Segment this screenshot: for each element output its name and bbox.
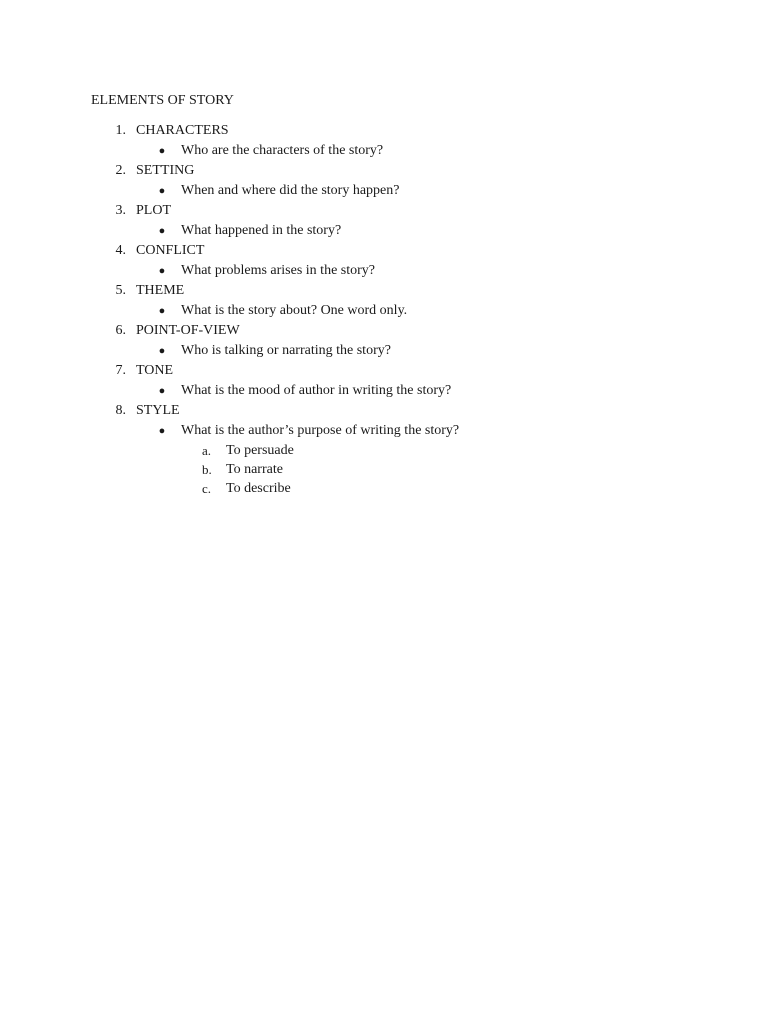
list-item-question-row [0,181,768,201]
option-letter: a. [202,443,212,458]
list-item-number-row [0,241,768,261]
list-item-question-row [0,221,768,241]
list-item-question-row [0,141,768,161]
list-item-number-row [0,161,768,181]
option-text-narrate: To narrate [226,462,283,477]
option-text-describe: To describe [226,481,291,496]
list-item-number-row [0,321,768,341]
list-item-number-row [0,281,768,301]
item-number: 1. [115,123,126,138]
bullet-icon: ● [158,225,166,237]
option-text-persuade: To persuade [226,443,294,458]
bullet-icon: ● [158,145,166,157]
item-question: Who is talking or narrating the story? [181,343,391,358]
item-heading-theme: THEME [136,283,185,298]
bullet-icon: ● [158,425,166,437]
bullet-icon: ● [158,185,166,197]
list-item-number-row [0,401,768,421]
item-heading-conflict: CONFLICT [136,243,205,258]
item-question: What problems arises in the story? [181,263,376,278]
list-item-number-row [0,121,768,141]
item-question: What is the story about? One word only. [181,303,408,318]
bullet-icon: ● [158,385,166,397]
bullet-icon: ● [158,345,166,357]
item-number: 7. [115,363,126,378]
item-question: What is the author’s purpose of writing the story? [181,423,460,438]
item-question: What is the mood of author in writing the story? [181,383,452,398]
style-option-row [0,479,768,498]
style-option-row [0,441,768,460]
option-letter: b. [202,462,212,477]
list-item-question-row [0,381,768,401]
item-heading-tone: TONE [136,363,174,378]
item-number: 2. [115,163,126,178]
item-heading-point-of-view: POINT-OF-VIEW [136,323,240,338]
item-question: When and where did the story happen? [181,183,400,198]
item-number: 4. [115,243,126,258]
item-heading-style: STYLE [136,403,180,418]
item-heading-plot: PLOT [136,203,171,218]
bullet-icon: ● [158,265,166,277]
item-question: Who are the characters of the story? [181,143,384,158]
item-heading-characters: CHARACTERS [136,123,229,138]
item-number: 6. [115,323,126,338]
item-question: What happened in the story? [181,223,342,238]
item-number: 5. [115,283,126,298]
style-option-row [0,460,768,479]
list-item-number-row [0,361,768,381]
document-title: ELEMENTS OF STORY [91,93,234,108]
list-item-question-row [0,261,768,281]
list-item-question-row [0,301,768,321]
list-item-number-row [0,201,768,221]
list-item-question-row [0,341,768,361]
item-number: 3. [115,203,126,218]
elements-list [0,121,768,498]
list-item-question-row [0,421,768,441]
item-heading-setting: SETTING [136,163,195,178]
item-number: 8. [115,403,126,418]
option-letter: c. [202,481,212,496]
bullet-icon: ● [158,305,166,317]
